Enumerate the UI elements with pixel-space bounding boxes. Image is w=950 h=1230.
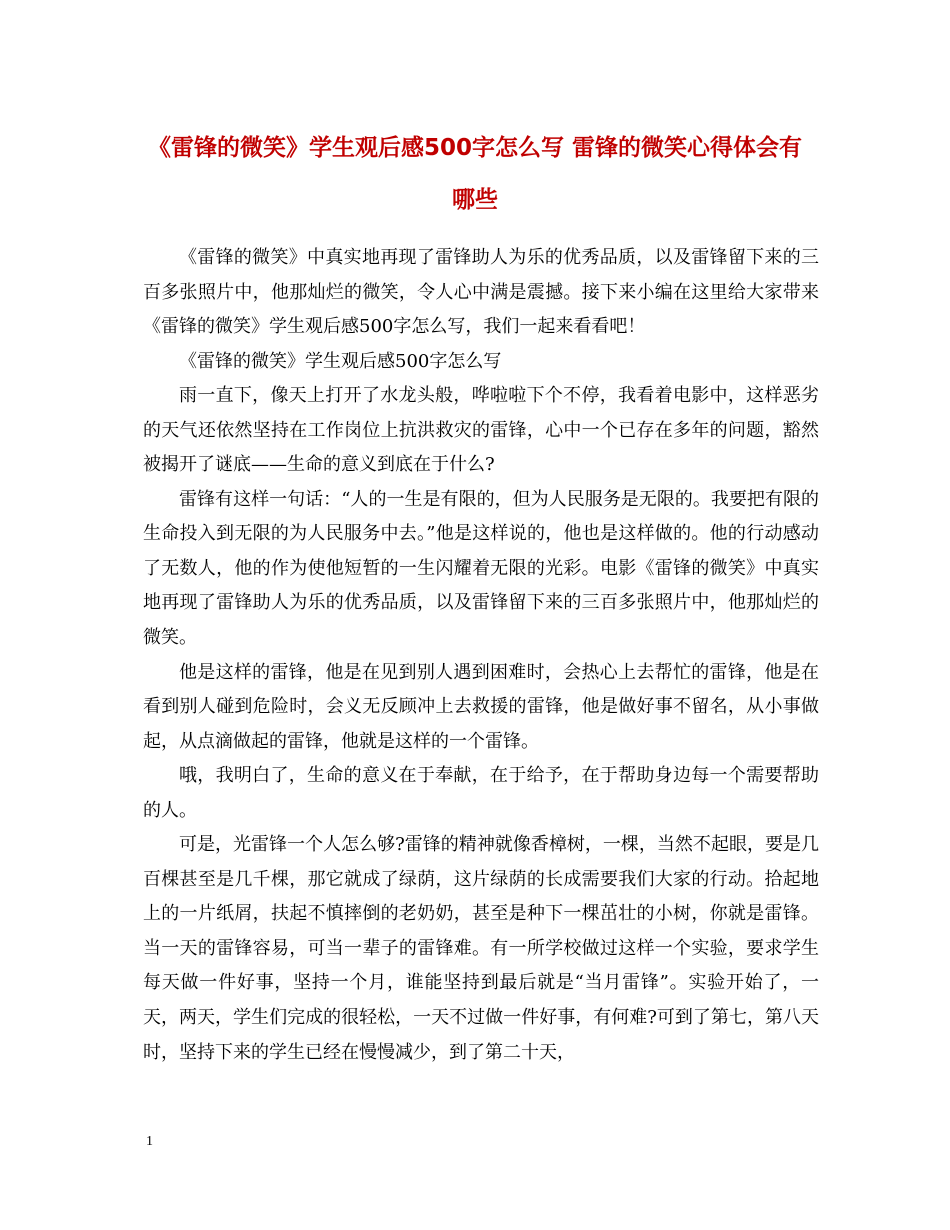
paragraph-camphor: 可是，光雷锋一个人怎么够?雷锋的精神就像香樟树，一棵，当然不起眼，要是几百棵甚至是几千棵，那它就成了绿荫，这片绿荫的长成需要我们大家的行动。拾起地上的一片纸屑，扶起不慎摔倒的老奶奶，甚至是种下一棵茁壮的小树，你就是雷锋。当一天的雷锋容易，可当一辈子的雷锋难。有一所学校做过这样一个实验，要求学生每天做一件好事，坚持一个月，谁能坚持到最后就是“当月雷锋”。实验开始了，一天，两天，学生们完成的很轻松，一天不过做一件好事，有何难?可到了第七，第八天时，坚持下来的学生已经在慢慢减少，到了第二十天， bbox=[143, 834, 819, 1063]
paragraph-character: 他是这样的雷锋，他是在见到别人遇到困难时，会热心上去帮忙的雷锋，他是在看到别人碰到危险时，会义无反顾冲上去救援的雷锋，他是做好事不留名，从小事做起，从点滴做起的雷锋，他就是这样的一个雷锋。 bbox=[143, 661, 819, 752]
document-body bbox=[143, 241, 819, 1070]
paragraph-intro: 《雷锋的微笑》中真实地再现了雷锋助人为乐的优秀品质，以及雷锋留下来的三百多张照片中，他那灿烂的微笑，令人心中满是震撼。接下来小编在这里给大家带来《雷锋的微笑》学生观后感500字怎么写，我们一起来看看吧！ bbox=[143, 247, 819, 338]
paragraph-subheading: 《雷锋的微笑》学生观后感500字怎么写 bbox=[179, 350, 502, 372]
paragraph-quote: 雷锋有这样一句话：“人的一生是有限的，但为人民服务是无限的。我要把有限的生命投入到无限的为人民服务中去。”他是这样说的，他也是这样做的。他的行动感动了无数人，他的作为使他短暂的一生闪耀着无限的光彩。电影《雷锋的微笑》中真实地再现了雷锋助人为乐的优秀品质，以及雷锋留下来的三百多张照片中，他那灿烂的微笑。 bbox=[143, 488, 819, 649]
document-title: 《雷锋的微笑》学生观后感500字怎么写 雷锋的微笑心得体会有哪些 bbox=[147, 135, 803, 213]
paragraph-rain: 雨一直下，像天上打开了水龙头般，哗啦啦下个不停，我看着电影中，这样恶劣的天气还依然坚持在工作岗位上抗洪救灾的雷锋，心中一个已存在多年的问题，豁然被揭开了谜底——生命的意义到底在于什么? bbox=[143, 385, 819, 476]
page-number: 1 bbox=[146, 1134, 153, 1149]
paragraph-realization: 哦，我明白了，生命的意义在于奉献，在于给予，在于帮助身边每一个需要帮助的人。 bbox=[143, 765, 819, 821]
